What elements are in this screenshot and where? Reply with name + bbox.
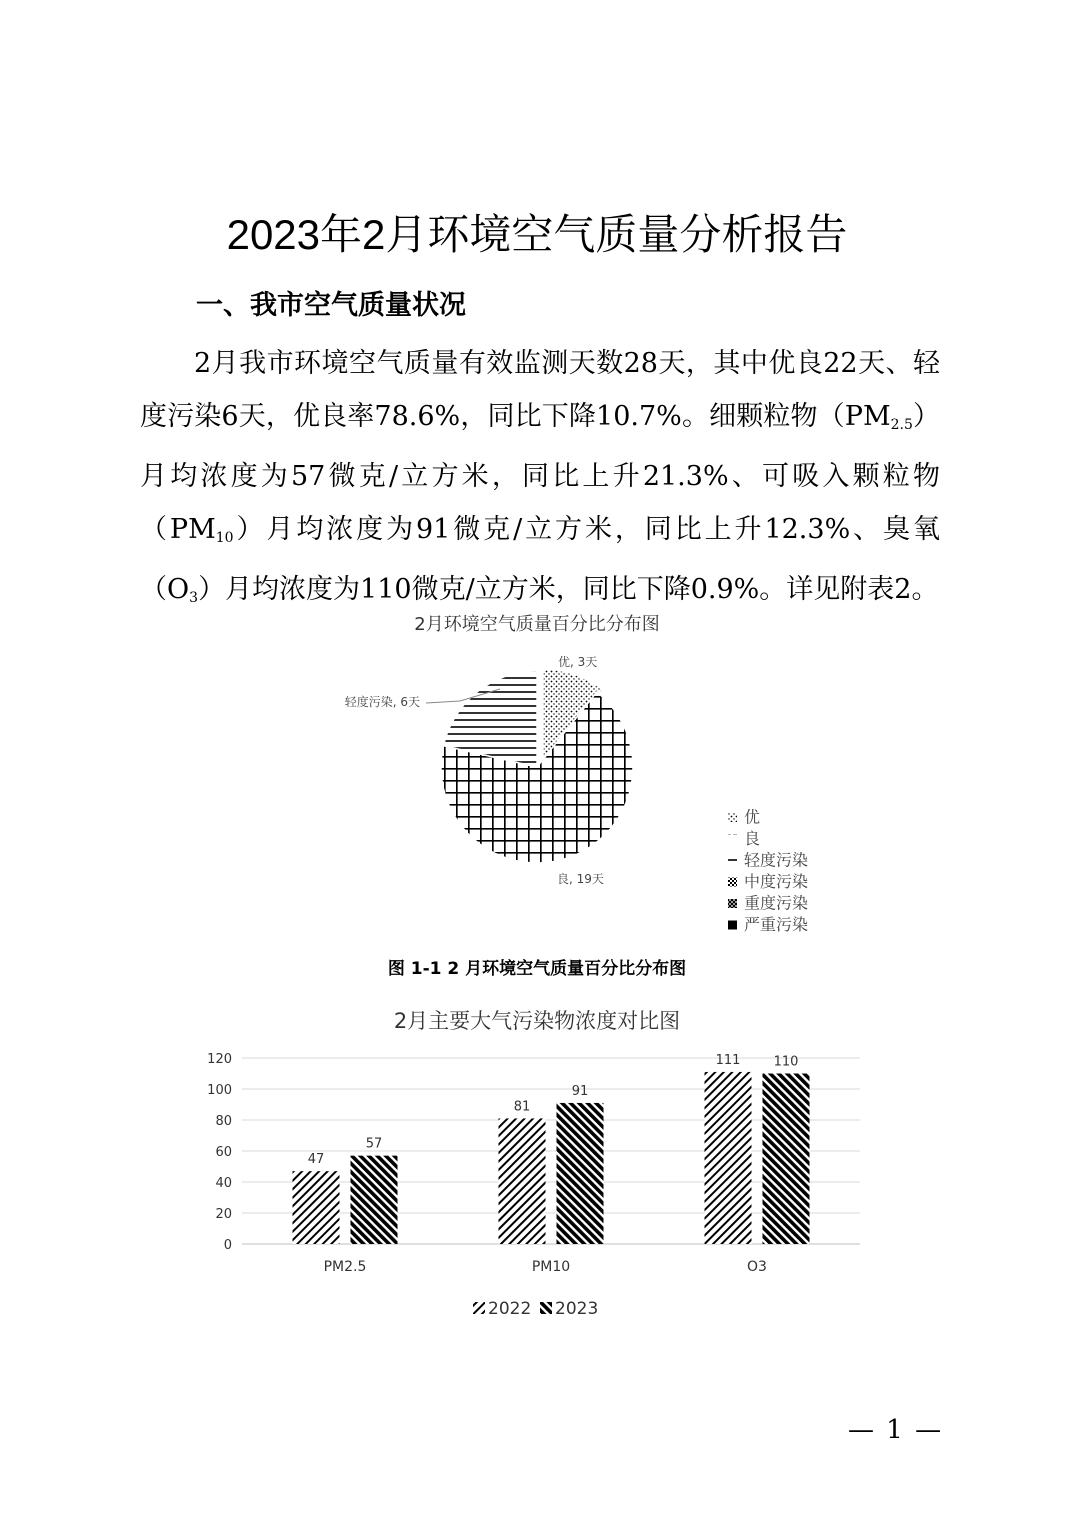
pie-legend-swatch	[728, 921, 737, 930]
bar-O3-2023	[763, 1074, 810, 1245]
pie-legend-swatch	[728, 856, 737, 865]
bar-PM2.5-2022	[293, 1171, 340, 1244]
pie-chart	[300, 600, 840, 945]
bar-value-label: 111	[715, 1052, 741, 1068]
y-tick-label: 20	[215, 1207, 232, 1222]
subscript-o3: 3	[189, 590, 199, 606]
section-heading: 一、我市空气质量状况	[196, 290, 466, 321]
x-tick-label: PM2.5	[323, 1259, 367, 1275]
subscript-pm10: 10	[215, 529, 234, 546]
x-tick-label: PM10	[531, 1259, 571, 1275]
x-tick-label: O3	[747, 1259, 767, 1275]
y-tick-label: 80	[215, 1114, 232, 1129]
pie-data-label: 良, 19天	[557, 872, 604, 886]
pie-data-label: 轻度污染, 6天	[344, 695, 420, 709]
paragraph-text-3: ）月均浓度为91微克/立方米，同比上升12.3%、臭氧（O	[140, 513, 940, 605]
y-tick-label: 100	[207, 1083, 232, 1098]
bar-PM10-2023	[557, 1103, 604, 1244]
bar-legend-item: 2023	[555, 1299, 599, 1319]
bar-chart-title: 2月主要大气污染物浓度对比图	[393, 1009, 681, 1033]
pie-legend-item: 优	[744, 807, 761, 827]
paragraph-text-4: ）月均浓度为110微克/立方米，同比下降0.9%。详见附表2。	[198, 574, 939, 605]
pie-data-label: 优, 3天	[558, 655, 598, 669]
page-number: — 1 —	[848, 1415, 944, 1445]
bar-PM2.5-2023	[351, 1156, 398, 1244]
page-title: 2023年2月环境空气质量分析报告	[226, 211, 848, 258]
paragraph-text-1: 2月我市环境空气质量有效监测天数28天，其中优良22天、轻度污染6天，优良率78.6%，同比下降10.7%。细颗粒物（PM	[140, 348, 940, 432]
bar-value-label: 91	[571, 1083, 589, 1099]
figure-caption: 图 1-1 2 月环境空气质量百分比分布图	[387, 959, 687, 979]
pie-legend-item: 重度污染	[744, 893, 809, 913]
bar-value-label: 57	[365, 1136, 383, 1152]
summary-paragraph	[140, 338, 940, 625]
pie-legend-swatch	[728, 813, 737, 822]
pie-legend-item: 良	[744, 829, 761, 848]
subscript-pm25: 2.5	[890, 416, 913, 433]
pie-legend-swatch	[728, 835, 737, 844]
bar-legend-swatch	[540, 1302, 552, 1314]
y-tick-label: 120	[207, 1052, 232, 1067]
bar-value-label: 81	[513, 1099, 531, 1115]
bar-PM10-2022	[499, 1118, 546, 1244]
y-tick-label: 60	[215, 1145, 232, 1160]
bar-O3-2022	[705, 1072, 752, 1244]
pie-legend-swatch	[728, 878, 737, 887]
pie-legend-swatch	[728, 899, 737, 908]
pie-chart-title: 2月环境空气质量百分比分布图	[414, 614, 660, 635]
pie-legend-item: 轻度污染	[744, 850, 809, 870]
paragraph-text-2: ）月均浓度为57微克/立方米，同比上升21.3%、可吸入颗粒物（PM	[140, 400, 940, 545]
y-tick-label: 0	[223, 1238, 232, 1253]
bar-chart	[180, 995, 890, 1335]
pie-legend-item: 严重污染	[744, 915, 809, 934]
bar-legend-item: 2022	[488, 1299, 532, 1319]
bar-value-label: 47	[307, 1152, 325, 1168]
y-tick-label: 40	[215, 1176, 232, 1191]
pie-legend-item: 中度污染	[744, 872, 809, 891]
bar-legend-swatch	[473, 1302, 485, 1314]
bar-value-label: 110	[773, 1054, 799, 1070]
